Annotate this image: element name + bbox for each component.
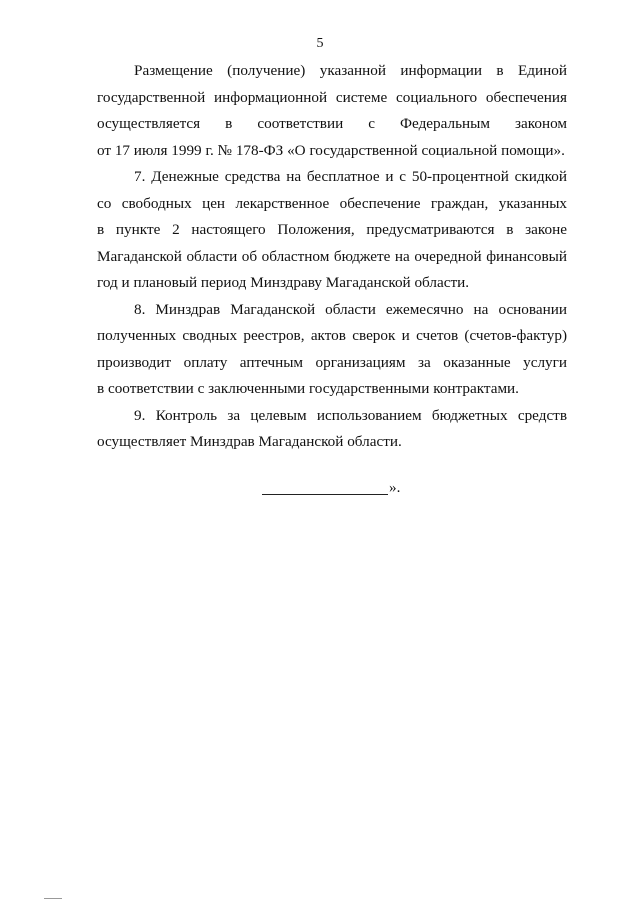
closing-mark (262, 478, 400, 498)
paragraph-line: производит оплату аптечным организациям за оказанные услуги (97, 353, 567, 371)
paragraph-line: Размещение (получение) указанной информации в Единой (134, 62, 567, 79)
page-number: 5 (316, 36, 324, 51)
closing-quote: ». (389, 479, 401, 496)
paragraph-line: от 17 июля 1999 г. № 178-ФЗ «О государственной социальной помощи». (97, 141, 565, 159)
paragraph-line: 7. Денежные средства на бесплатное и с 50-процентной скидкой (134, 168, 567, 185)
paragraph-line: 8. Минздрав Магаданской области ежемесячно на основании (134, 300, 567, 318)
paragraph-line: 9. Контроль за целевым использованием бюджетных средств (134, 406, 567, 424)
paragraph-intro (97, 58, 567, 164)
scan-artifact (44, 898, 62, 899)
paragraph-item-9 (97, 403, 567, 456)
paragraph-item-7 (97, 164, 567, 297)
paragraph-line: Магаданской области об областном бюджете на очередной финансовый (97, 247, 567, 265)
paragraph-line: государственной информационной системе социального обеспечения (97, 88, 567, 106)
paragraph-line: полученных сводных реестров, актов сверок и счетов (счетов-фактур) (97, 327, 567, 344)
paragraph-item-8 (97, 297, 567, 403)
paragraph-line: со свободных цен лекарственное обеспечение граждан, указанных (97, 194, 567, 212)
paragraph-line: год и плановый период Минздраву Магаданской области. (97, 274, 470, 291)
paragraph-line: осуществляется в соответствии с Федеральным законом (97, 115, 567, 132)
paragraph-line: в соответствии с заключенными государственными контрактами. (97, 380, 519, 397)
document-body (97, 58, 567, 456)
paragraph-line: осуществляет Минздрав Магаданской области. (97, 433, 402, 450)
paragraph-line: в пункте 2 настоящего Положения, предусматриваются в законе (97, 221, 567, 238)
closing-rule (262, 494, 388, 495)
